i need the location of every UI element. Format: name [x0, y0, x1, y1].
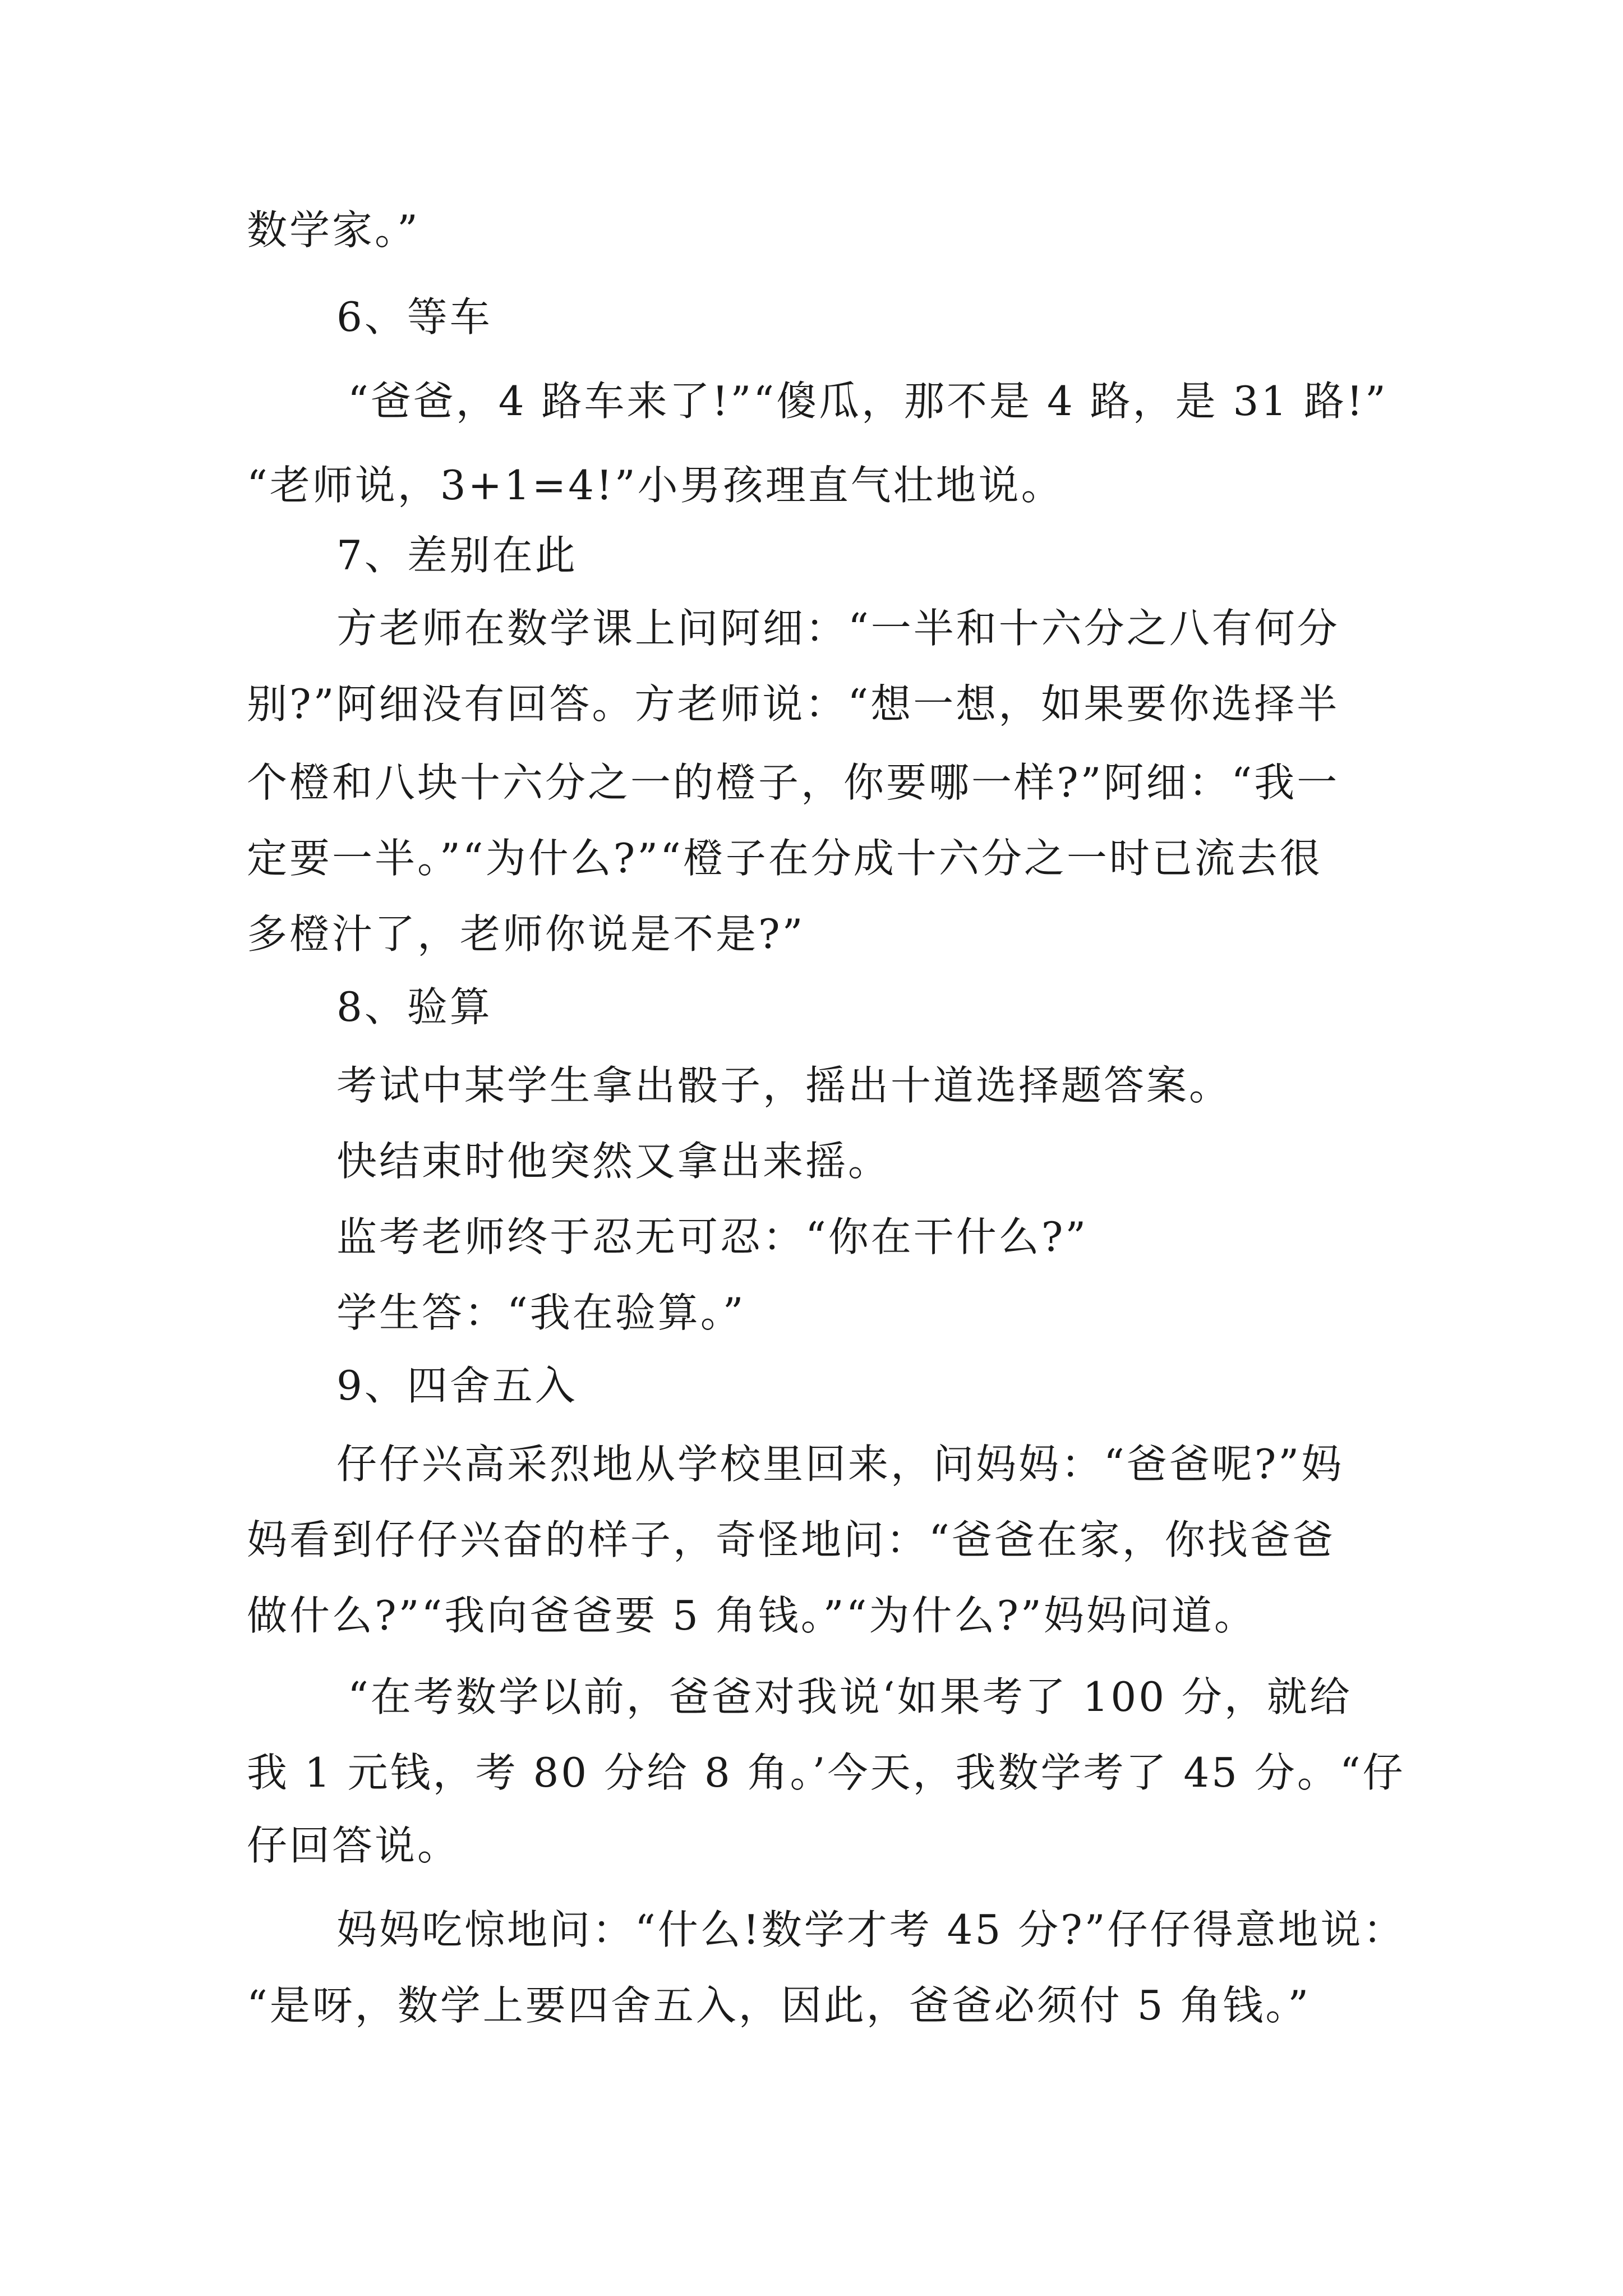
- paragraph-line: 个橙和八块十六分之一的橙子，你要哪一样?”阿细：“我一: [247, 759, 1340, 806]
- paragraph-line: 仔仔兴高采烈地从学校里回来，问妈妈：“爸爸呢?”妈: [336, 1441, 1344, 1488]
- section-heading: 6、等车: [336, 293, 492, 341]
- paragraph-line: 多橙汁了，老师你说是不是?”: [247, 910, 805, 958]
- paragraph-line: 仔回答说。: [247, 1822, 460, 1869]
- paragraph-line: 快结束时他突然又拿出来摇。: [336, 1138, 891, 1185]
- paragraph-line: 做什么?”“我向爸爸要 5 角钱。”“为什么?”妈妈问道。: [247, 1592, 1257, 1639]
- paragraph-line: 监考老师终于忍无可忍：“你在干什么?”: [336, 1213, 1089, 1260]
- paragraph-line: 别?”阿细没有回答。方老师说：“想一想，如果要你选择半: [247, 680, 1340, 728]
- paragraph-line: 妈看到仔仔兴奋的样子，奇怪地问：“爸爸在家，你找爸爸: [247, 1516, 1335, 1563]
- paragraph-line: 数学家。”: [247, 206, 420, 254]
- section-heading: 7、差别在此: [336, 532, 578, 579]
- paragraph-line: 妈妈吃惊地问：“什么!数学才考 45 分?”仔仔得意地说：: [336, 1906, 1406, 1953]
- paragraph-line: 定要一半。”“为什么?”“橙子在分成十六分之一时已流去很: [247, 835, 1322, 882]
- paragraph-line: 考试中某学生拿出骰子，摇出十道选择题答案。: [336, 1062, 1232, 1109]
- paragraph-line: “是呀，数学上要四舍五入，因此，爸爸必须付 5 角钱。”: [247, 1982, 1311, 2029]
- paragraph-line: 我 1 元钱，考 80 分给 8 角。’今天，我数学考了 45 分。“仔: [247, 1749, 1405, 1796]
- paragraph-line: 学生答：“我在验算。”: [336, 1289, 746, 1336]
- section-heading: 9、四舍五入: [336, 1362, 578, 1409]
- section-heading: 8、验算: [336, 983, 492, 1030]
- paragraph-line: “在考数学以前，爸爸对我说‘如果考了 100 分，就给: [348, 1673, 1352, 1720]
- paragraph-line: “老师说，3+1=4!”小男孩理直气壮地说。: [247, 462, 1064, 509]
- paragraph-line: “爸爸，4 路车来了!”“傻瓜，那不是 4 路，是 31 路!”: [348, 378, 1388, 425]
- paragraph-line: 方老师在数学课上问阿细：“一半和十六分之八有何分: [336, 605, 1340, 652]
